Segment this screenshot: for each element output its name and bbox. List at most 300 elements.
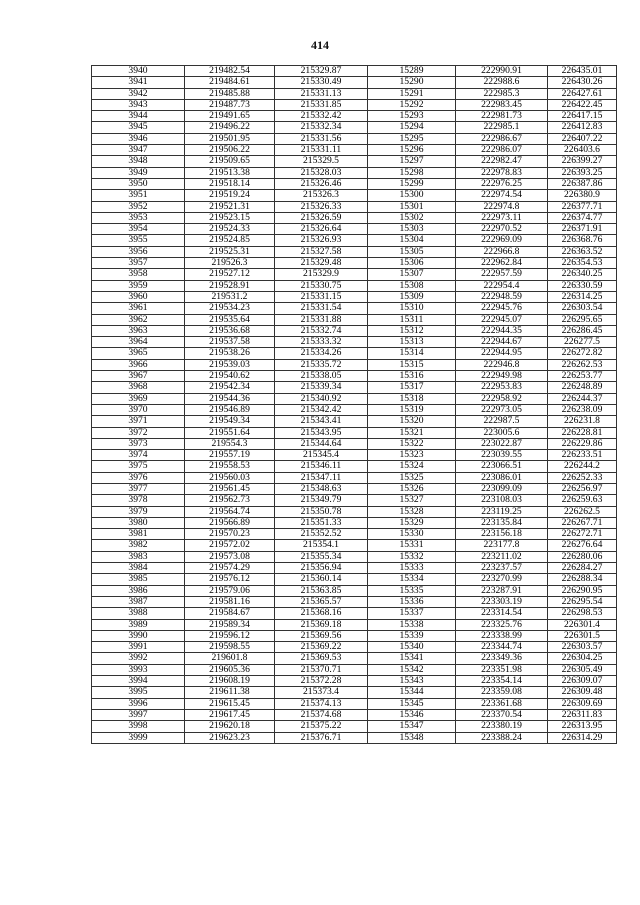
point-number-right-cell: 15331 [368, 540, 456, 551]
y-coord-right-cell: 226290.95 [548, 585, 617, 596]
point-number-right-cell: 15324 [368, 461, 456, 472]
x-coord-left-cell: 219539.03 [185, 359, 275, 370]
point-number-left-cell: 3947 [92, 145, 185, 156]
table-row [92, 687, 617, 698]
y-coord-left-cell: 215335.72 [275, 359, 368, 370]
x-coord-right-cell: 223325.76 [456, 619, 548, 630]
x-coord-right-cell: 223361.68 [456, 698, 548, 709]
x-coord-right-cell: 222974.8 [456, 201, 548, 212]
point-number-left-cell: 3941 [92, 77, 185, 88]
y-coord-right-cell: 226267.71 [548, 517, 617, 528]
point-number-left-cell: 3994 [92, 676, 185, 687]
x-coord-left-cell: 219554.3 [185, 438, 275, 449]
table-row [92, 348, 617, 359]
point-number-right-cell: 15303 [368, 224, 456, 235]
x-coord-left-cell: 219596.12 [185, 630, 275, 641]
x-coord-left-cell: 219521.31 [185, 201, 275, 212]
point-number-right-cell: 15343 [368, 676, 456, 687]
x-coord-left-cell: 219572.02 [185, 540, 275, 551]
table-row [92, 472, 617, 483]
x-coord-right-cell: 222986.67 [456, 133, 548, 144]
point-number-left-cell: 3968 [92, 382, 185, 393]
y-coord-left-cell: 215363.85 [275, 585, 368, 596]
y-coord-right-cell: 226417.15 [548, 111, 617, 122]
table-row [92, 246, 617, 257]
x-coord-left-cell: 219542.34 [185, 382, 275, 393]
point-number-right-cell: 15347 [368, 721, 456, 732]
x-coord-right-cell: 223338.99 [456, 630, 548, 641]
x-coord-left-cell: 219536.68 [185, 325, 275, 336]
table-row [92, 450, 617, 461]
point-number-right-cell: 15295 [368, 133, 456, 144]
y-coord-left-cell: 215326.3 [275, 190, 368, 201]
point-number-right-cell: 15308 [368, 280, 456, 291]
table-row [92, 382, 617, 393]
point-number-right-cell: 15348 [368, 732, 456, 743]
y-coord-left-cell: 215331.85 [275, 99, 368, 110]
point-number-right-cell: 15316 [368, 371, 456, 382]
point-number-right-cell: 15341 [368, 653, 456, 664]
x-coord-left-cell: 219513.38 [185, 167, 275, 178]
x-coord-left-cell: 219531.2 [185, 291, 275, 302]
table-row [92, 280, 617, 291]
table-row [92, 630, 617, 641]
y-coord-right-cell: 226277.5 [548, 337, 617, 348]
table-row [92, 77, 617, 88]
y-coord-right-cell: 226288.34 [548, 574, 617, 585]
x-coord-right-cell: 222969.09 [456, 235, 548, 246]
point-number-right-cell: 15312 [368, 325, 456, 336]
y-coord-right-cell: 226422.45 [548, 99, 617, 110]
y-coord-left-cell: 215369.18 [275, 619, 368, 630]
table-row [92, 303, 617, 314]
point-number-left-cell: 3962 [92, 314, 185, 325]
table-row [92, 291, 617, 302]
point-number-right-cell: 15346 [368, 709, 456, 720]
point-number-left-cell: 3974 [92, 450, 185, 461]
table-row [92, 664, 617, 675]
x-coord-right-cell: 223359.08 [456, 687, 548, 698]
x-coord-left-cell: 219551.64 [185, 427, 275, 438]
x-coord-right-cell: 222988.6 [456, 77, 548, 88]
point-number-right-cell: 15335 [368, 585, 456, 596]
y-coord-left-cell: 215330.49 [275, 77, 368, 88]
table-row [92, 563, 617, 574]
y-coord-right-cell: 226311.83 [548, 709, 617, 720]
y-coord-right-cell: 226231.8 [548, 416, 617, 427]
y-coord-right-cell: 226272.82 [548, 348, 617, 359]
point-number-right-cell: 15325 [368, 472, 456, 483]
y-coord-left-cell: 215331.56 [275, 133, 368, 144]
table-row [92, 506, 617, 517]
y-coord-right-cell: 226280.06 [548, 551, 617, 562]
point-number-right-cell: 15290 [368, 77, 456, 88]
point-number-right-cell: 15339 [368, 630, 456, 641]
x-coord-right-cell: 223370.54 [456, 709, 548, 720]
table-row [92, 167, 617, 178]
x-coord-left-cell: 219623.23 [185, 732, 275, 743]
point-number-left-cell: 3977 [92, 483, 185, 494]
x-coord-right-cell: 222957.59 [456, 269, 548, 280]
y-coord-right-cell: 226233.51 [548, 450, 617, 461]
x-coord-right-cell: 223303.19 [456, 596, 548, 607]
x-coord-left-cell: 219620.18 [185, 721, 275, 732]
point-number-left-cell: 3952 [92, 201, 185, 212]
point-number-left-cell: 3943 [92, 99, 185, 110]
y-coord-right-cell: 226303.54 [548, 303, 617, 314]
table-row [92, 66, 617, 77]
y-coord-right-cell: 226295.54 [548, 596, 617, 607]
y-coord-left-cell: 215331.15 [275, 291, 368, 302]
point-number-right-cell: 15319 [368, 404, 456, 415]
x-coord-left-cell: 219537.58 [185, 337, 275, 348]
point-number-left-cell: 3957 [92, 258, 185, 269]
table-row [92, 133, 617, 144]
y-coord-right-cell: 226229.86 [548, 438, 617, 449]
table-row [92, 156, 617, 167]
table-row [92, 461, 617, 472]
table-row [92, 359, 617, 370]
point-number-right-cell: 15306 [368, 258, 456, 269]
table-row [92, 438, 617, 449]
x-coord-left-cell: 219611.38 [185, 687, 275, 698]
y-coord-left-cell: 215376.71 [275, 732, 368, 743]
y-coord-left-cell: 215331.13 [275, 88, 368, 99]
y-coord-right-cell: 226309.48 [548, 687, 617, 698]
point-number-right-cell: 15301 [368, 201, 456, 212]
x-coord-left-cell: 219506.22 [185, 145, 275, 156]
x-coord-right-cell: 222966.8 [456, 246, 548, 257]
point-number-right-cell: 15344 [368, 687, 456, 698]
page-number: 414 [311, 38, 329, 52]
y-coord-left-cell: 215374.13 [275, 698, 368, 709]
y-coord-left-cell: 215333.32 [275, 337, 368, 348]
table-row [92, 99, 617, 110]
point-number-left-cell: 3981 [92, 529, 185, 540]
point-number-right-cell: 15297 [368, 156, 456, 167]
y-coord-right-cell: 226298.53 [548, 608, 617, 619]
y-coord-left-cell: 215330.75 [275, 280, 368, 291]
x-coord-left-cell: 219579.06 [185, 585, 275, 596]
x-coord-right-cell: 222954.4 [456, 280, 548, 291]
y-coord-right-cell: 226286.45 [548, 325, 617, 336]
x-coord-left-cell: 219482.54 [185, 66, 275, 77]
point-number-right-cell: 15309 [368, 291, 456, 302]
point-number-left-cell: 3960 [92, 291, 185, 302]
y-coord-left-cell: 215332.42 [275, 111, 368, 122]
y-coord-right-cell: 226309.69 [548, 698, 617, 709]
point-number-right-cell: 15321 [368, 427, 456, 438]
x-coord-right-cell: 222945.76 [456, 303, 548, 314]
x-coord-right-cell: 223351.98 [456, 664, 548, 675]
table-row [92, 619, 617, 630]
y-coord-left-cell: 215329.9 [275, 269, 368, 280]
y-coord-left-cell: 215351.33 [275, 517, 368, 528]
y-coord-left-cell: 215369.22 [275, 642, 368, 653]
point-number-right-cell: 15333 [368, 563, 456, 574]
x-coord-left-cell: 219524.85 [185, 235, 275, 246]
x-coord-left-cell: 219598.55 [185, 642, 275, 653]
x-coord-right-cell: 222945.07 [456, 314, 548, 325]
point-number-left-cell: 3944 [92, 111, 185, 122]
point-number-right-cell: 15317 [368, 382, 456, 393]
table-row [92, 416, 617, 427]
y-coord-right-cell: 226374.77 [548, 212, 617, 223]
x-coord-left-cell: 219570.23 [185, 529, 275, 540]
point-number-left-cell: 3949 [92, 167, 185, 178]
point-number-left-cell: 3955 [92, 235, 185, 246]
x-coord-left-cell: 219487.73 [185, 99, 275, 110]
y-coord-left-cell: 215347.11 [275, 472, 368, 483]
x-coord-left-cell: 219509.65 [185, 156, 275, 167]
table-row [92, 404, 617, 415]
x-coord-right-cell: 223344.74 [456, 642, 548, 653]
y-coord-left-cell: 215355.34 [275, 551, 368, 562]
point-number-right-cell: 15289 [368, 66, 456, 77]
y-coord-left-cell: 215345.4 [275, 450, 368, 461]
y-coord-left-cell: 215374.68 [275, 709, 368, 720]
table-row [92, 212, 617, 223]
table-row [92, 224, 617, 235]
y-coord-left-cell: 215372.28 [275, 676, 368, 687]
y-coord-right-cell: 226276.64 [548, 540, 617, 551]
y-coord-right-cell: 226407.22 [548, 133, 617, 144]
point-number-right-cell: 15327 [368, 495, 456, 506]
point-number-right-cell: 15332 [368, 551, 456, 562]
y-coord-right-cell: 226305.49 [548, 664, 617, 675]
y-coord-right-cell: 226340.25 [548, 269, 617, 280]
point-number-left-cell: 3948 [92, 156, 185, 167]
y-coord-left-cell: 215343.41 [275, 416, 368, 427]
point-number-right-cell: 15304 [368, 235, 456, 246]
y-coord-left-cell: 215369.53 [275, 653, 368, 664]
point-number-left-cell: 3976 [92, 472, 185, 483]
point-number-right-cell: 15305 [368, 246, 456, 257]
point-number-left-cell: 3956 [92, 246, 185, 257]
y-coord-right-cell: 226248.89 [548, 382, 617, 393]
y-coord-right-cell: 226256.97 [548, 483, 617, 494]
point-number-right-cell: 15326 [368, 483, 456, 494]
x-coord-left-cell: 219540.62 [185, 371, 275, 382]
x-coord-left-cell: 219560.03 [185, 472, 275, 483]
point-number-left-cell: 3942 [92, 88, 185, 99]
point-number-left-cell: 3997 [92, 709, 185, 720]
table-row [92, 551, 617, 562]
table-row [92, 676, 617, 687]
x-coord-right-cell: 223177.8 [456, 540, 548, 551]
point-number-left-cell: 3945 [92, 122, 185, 133]
point-number-left-cell: 3980 [92, 517, 185, 528]
point-number-left-cell: 3978 [92, 495, 185, 506]
x-coord-right-cell: 222983.45 [456, 99, 548, 110]
x-coord-left-cell: 219564.74 [185, 506, 275, 517]
y-coord-right-cell: 226262.53 [548, 359, 617, 370]
x-coord-right-cell: 222981.73 [456, 111, 548, 122]
point-number-right-cell: 15318 [368, 393, 456, 404]
point-number-left-cell: 3999 [92, 732, 185, 743]
y-coord-left-cell: 215369.56 [275, 630, 368, 641]
point-number-right-cell: 15310 [368, 303, 456, 314]
point-number-left-cell: 3969 [92, 393, 185, 404]
point-number-right-cell: 15291 [368, 88, 456, 99]
x-coord-right-cell: 222944.95 [456, 348, 548, 359]
x-coord-right-cell: 222946.8 [456, 359, 548, 370]
y-coord-left-cell: 215326.46 [275, 178, 368, 189]
y-coord-left-cell: 215332.34 [275, 122, 368, 133]
x-coord-right-cell: 222982.47 [456, 156, 548, 167]
point-number-left-cell: 3954 [92, 224, 185, 235]
x-coord-right-cell: 222974.54 [456, 190, 548, 201]
x-coord-left-cell: 219546.89 [185, 404, 275, 415]
x-coord-left-cell: 219617.45 [185, 709, 275, 720]
point-number-left-cell: 3979 [92, 506, 185, 517]
point-number-left-cell: 3971 [92, 416, 185, 427]
x-coord-left-cell: 219573.08 [185, 551, 275, 562]
point-number-right-cell: 15302 [368, 212, 456, 223]
point-number-left-cell: 3975 [92, 461, 185, 472]
point-number-left-cell: 3990 [92, 630, 185, 641]
point-number-right-cell: 15329 [368, 517, 456, 528]
point-number-right-cell: 15292 [368, 99, 456, 110]
x-coord-right-cell: 223388.24 [456, 732, 548, 743]
y-coord-right-cell: 226377.71 [548, 201, 617, 212]
y-coord-left-cell: 215326.64 [275, 224, 368, 235]
x-coord-right-cell: 222948.59 [456, 291, 548, 302]
y-coord-left-cell: 215350.78 [275, 506, 368, 517]
table-row [92, 393, 617, 404]
point-number-left-cell: 3965 [92, 348, 185, 359]
table-row [92, 178, 617, 189]
x-coord-left-cell: 219526.3 [185, 258, 275, 269]
y-coord-left-cell: 215332.74 [275, 325, 368, 336]
point-number-left-cell: 3967 [92, 371, 185, 382]
x-coord-right-cell: 222944.67 [456, 337, 548, 348]
x-coord-right-cell: 223349.36 [456, 653, 548, 664]
point-number-right-cell: 15336 [368, 596, 456, 607]
x-coord-right-cell: 222985.1 [456, 122, 548, 133]
y-coord-left-cell: 215340.92 [275, 393, 368, 404]
y-coord-right-cell: 226309.07 [548, 676, 617, 687]
point-number-left-cell: 3998 [92, 721, 185, 732]
point-number-right-cell: 15314 [368, 348, 456, 359]
point-number-left-cell: 3988 [92, 608, 185, 619]
point-number-right-cell: 15313 [368, 337, 456, 348]
y-coord-left-cell: 215327.58 [275, 246, 368, 257]
x-coord-left-cell: 219608.19 [185, 676, 275, 687]
y-coord-left-cell: 215360.14 [275, 574, 368, 585]
x-coord-right-cell: 223022.87 [456, 438, 548, 449]
y-coord-right-cell: 226354.53 [548, 258, 617, 269]
y-coord-left-cell: 215326.93 [275, 235, 368, 246]
point-number-left-cell: 3995 [92, 687, 185, 698]
y-coord-right-cell: 226301.5 [548, 630, 617, 641]
x-coord-right-cell: 223086.01 [456, 472, 548, 483]
y-coord-right-cell: 226330.59 [548, 280, 617, 291]
point-number-right-cell: 15340 [368, 642, 456, 653]
y-coord-right-cell: 226295.65 [548, 314, 617, 325]
y-coord-right-cell: 226363.52 [548, 246, 617, 257]
y-coord-left-cell: 215348.63 [275, 483, 368, 494]
y-coord-right-cell: 226262.5 [548, 506, 617, 517]
x-coord-right-cell: 223108.03 [456, 495, 548, 506]
y-coord-left-cell: 215354.1 [275, 540, 368, 551]
y-coord-left-cell: 215334.26 [275, 348, 368, 359]
point-number-right-cell: 15307 [368, 269, 456, 280]
y-coord-right-cell: 226253.77 [548, 371, 617, 382]
table-row [92, 427, 617, 438]
point-number-left-cell: 3996 [92, 698, 185, 709]
point-number-left-cell: 3951 [92, 190, 185, 201]
point-number-left-cell: 3989 [92, 619, 185, 630]
y-coord-right-cell: 226313.95 [548, 721, 617, 732]
x-coord-right-cell: 223270.99 [456, 574, 548, 585]
table-row [92, 235, 617, 246]
table-row [92, 642, 617, 653]
y-coord-right-cell: 226435.01 [548, 66, 617, 77]
y-coord-right-cell: 226228.81 [548, 427, 617, 438]
y-coord-right-cell: 226238.09 [548, 404, 617, 415]
y-coord-left-cell: 215370.71 [275, 664, 368, 675]
x-coord-right-cell: 222958.92 [456, 393, 548, 404]
x-coord-left-cell: 219589.34 [185, 619, 275, 630]
point-number-left-cell: 3984 [92, 563, 185, 574]
point-number-left-cell: 3964 [92, 337, 185, 348]
x-coord-left-cell: 219485.88 [185, 88, 275, 99]
point-number-right-cell: 15293 [368, 111, 456, 122]
table-row [92, 325, 617, 336]
x-coord-right-cell: 223287.91 [456, 585, 548, 596]
point-number-right-cell: 15296 [368, 145, 456, 156]
x-coord-right-cell: 222953.83 [456, 382, 548, 393]
x-coord-left-cell: 219519.24 [185, 190, 275, 201]
y-coord-left-cell: 215346.11 [275, 461, 368, 472]
point-number-left-cell: 3982 [92, 540, 185, 551]
point-number-left-cell: 3946 [92, 133, 185, 144]
point-number-left-cell: 3986 [92, 585, 185, 596]
x-coord-left-cell: 219544.36 [185, 393, 275, 404]
y-coord-right-cell: 226314.29 [548, 732, 617, 743]
point-number-left-cell: 3991 [92, 642, 185, 653]
point-number-left-cell: 3970 [92, 404, 185, 415]
x-coord-right-cell: 223099.09 [456, 483, 548, 494]
x-coord-left-cell: 219496.22 [185, 122, 275, 133]
table-row [92, 596, 617, 607]
y-coord-left-cell: 215339.34 [275, 382, 368, 393]
x-coord-left-cell: 219584.67 [185, 608, 275, 619]
y-coord-right-cell: 226412.83 [548, 122, 617, 133]
point-number-left-cell: 3966 [92, 359, 185, 370]
table-row [92, 145, 617, 156]
point-number-left-cell: 3963 [92, 325, 185, 336]
x-coord-left-cell: 219527.12 [185, 269, 275, 280]
table-row [92, 88, 617, 99]
y-coord-left-cell: 215331.54 [275, 303, 368, 314]
x-coord-right-cell: 222962.84 [456, 258, 548, 269]
point-number-right-cell: 15300 [368, 190, 456, 201]
table-row [92, 721, 617, 732]
coordinates-table-body [92, 66, 617, 744]
x-coord-left-cell: 219549.34 [185, 416, 275, 427]
x-coord-right-cell: 223380.19 [456, 721, 548, 732]
x-coord-left-cell: 219601.8 [185, 653, 275, 664]
x-coord-right-cell: 223156.18 [456, 529, 548, 540]
point-number-right-cell: 15330 [368, 529, 456, 540]
point-number-left-cell: 3958 [92, 269, 185, 280]
point-number-left-cell: 3992 [92, 653, 185, 664]
point-number-left-cell: 3959 [92, 280, 185, 291]
y-coord-right-cell: 226272.71 [548, 529, 617, 540]
y-coord-right-cell: 226301.4 [548, 619, 617, 630]
